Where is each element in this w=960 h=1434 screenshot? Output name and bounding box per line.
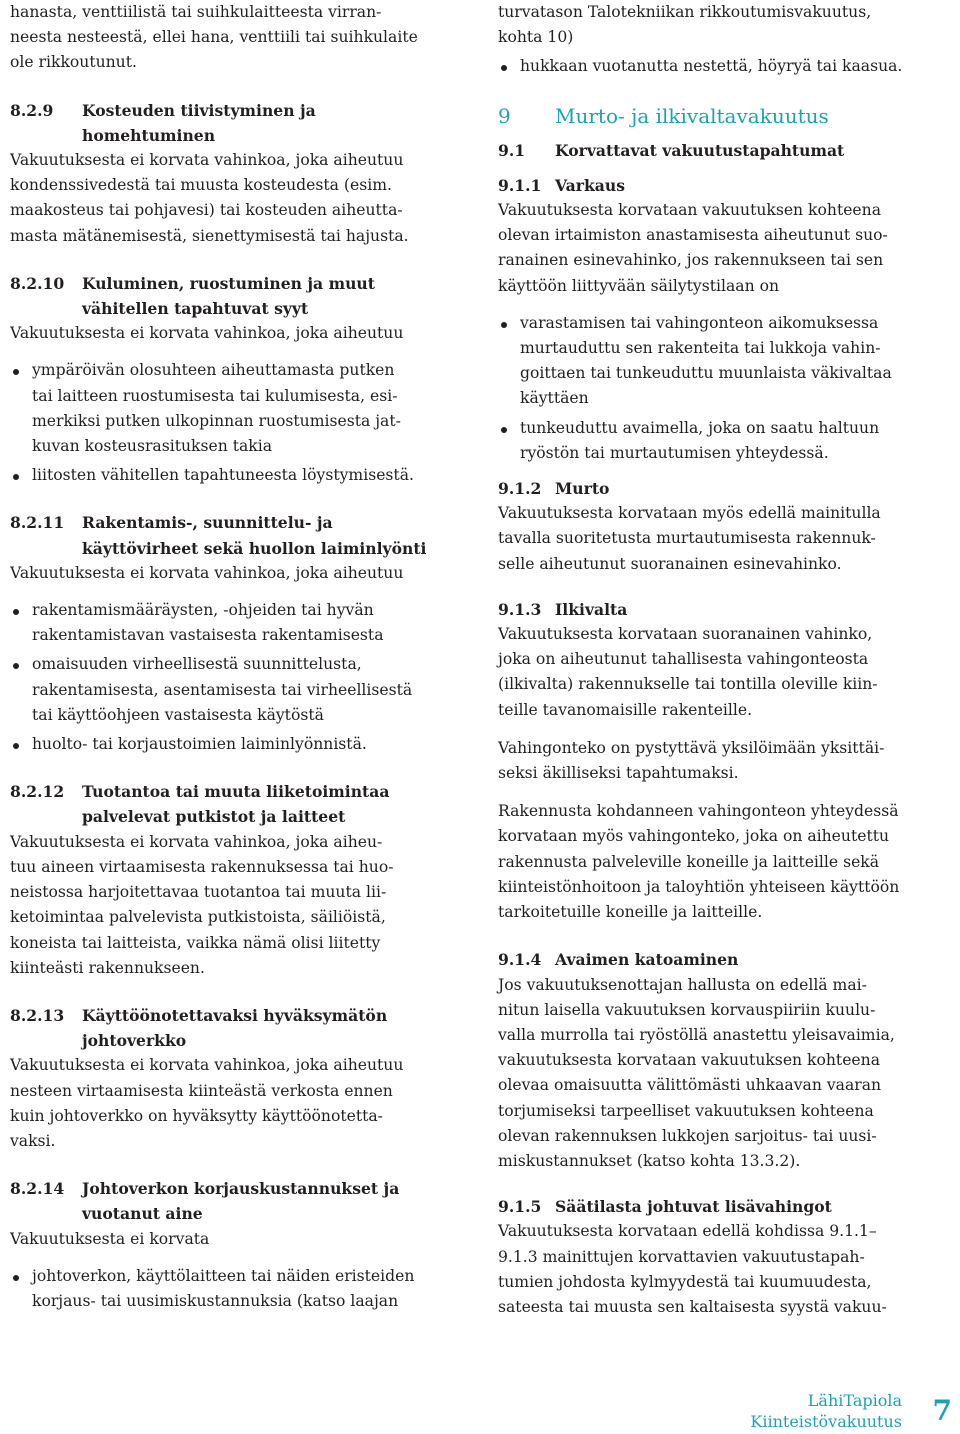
section-number: 8.2.9 <box>10 100 54 120</box>
page-number: 7 <box>932 1394 952 1427</box>
intro-paragraph: turvatason Talotekniikan rikkoutumisvakuutus, kohta 10) <box>498 3 872 47</box>
intro-paragraph: hanasta, venttiilistä tai suihkulaitteesta virran- neesta nesteestä, ellei hana, venttiili tai suihkulaite ole rikkoutunut. <box>10 3 418 72</box>
section-title: Ilkivalta <box>555 599 628 619</box>
bullet-list <box>10 598 465 757</box>
section-body: Vakuutuksesta korvataan myös edellä mainitulla tavalla suoritetusta murtautumisesta rakennuk- selle aiheutunut suoranainen esinevahinko. <box>498 504 881 573</box>
chapter-title: Murto- ja ilkivaltavakuutus <box>555 103 829 128</box>
section-body: Vakuutuksesta korvataan edellä kohdissa 9.1.1– 9.1.3 mainittujen korvattavien vakuutustapah- tumien johdosta kylmyydestä tai kuumuudesta, sateesta tai muusta sen kaltaisesta syystä vakuu- <box>498 1222 887 1316</box>
section-9-1-4 <box>498 947 956 1174</box>
list-item: liitosten vähitellen tapahtuneesta löystymisestä. <box>10 463 465 488</box>
section-body-3: Rakennusta kohdanneen vahingonteon yhteydessä korvataan myös vahingonteko, joka on aiheutettu rakennusta palveleville koneille ja laitteille sekä kiinteistönhoitoon ja taloyhtiön yhteiseen käyttöön tarkoitetuille koneille ja laitteille. <box>498 802 900 922</box>
section-9-1-2 <box>498 476 956 577</box>
footer-brand: LähiTapiola Kiinteistövakuutus <box>750 1391 902 1431</box>
section-8-2-12 <box>10 779 465 981</box>
section-heading <box>498 597 956 622</box>
section-title: Johtoverkon korjauskustannukset ja vuotanut aine <box>82 1179 400 1224</box>
section-body: Vakuutuksesta korvataan vakuutuksen kohteena olevan irtaimiston anastamisesta aiheutunut suo- ranainen esinevahinko, jos rakennukseen tai sen käyttöön liittyvään säilytystilaan on <box>498 201 888 295</box>
list-item: hukkaan vuotanutta nestettä, höyryä tai kaasua. <box>498 54 956 79</box>
list-item: tunkeuduttu avaimella, joka on saatu haltuun ryöstön tai murtautumisen yhteydessä. <box>498 416 956 466</box>
section-body-2: Vahingonteko on pystyttävä yksilöimään yksittäi- seksi äkilliseksi tapahtumaksi. <box>498 738 885 783</box>
section-number: 9.1 <box>498 140 526 160</box>
section-number: 8.2.14 <box>10 1179 65 1199</box>
right-column <box>498 0 956 1320</box>
section-heading <box>498 173 956 198</box>
section-heading <box>10 1003 465 1053</box>
section-number: 8.2.12 <box>10 782 65 802</box>
list-item: varastamisen tai vahingonteon aikomuksessa murtauduttu sen rakenteita tai lukkoja vahin- goittaen tai tunkeuduttu muunlaista väkivaltaa käyttäen <box>498 311 956 412</box>
chapter-number: 9 <box>498 103 511 128</box>
section-number: 9.1.4 <box>498 950 542 970</box>
section-title: Murto <box>555 479 610 499</box>
section-8-2-10 <box>10 271 465 489</box>
left-column <box>10 0 465 1314</box>
section-8-2-11 <box>10 510 465 757</box>
section-title: Korvattavat vakuutustapahtumat <box>555 140 845 160</box>
section-body: Vakuutuksesta ei korvata vahinkoa, joka aiheutuu nesteen virtaamisesta kiinteästä verkosta ennen kuin johtoverkko on hyväksytty käyttöönotetta- vaksi. <box>10 1056 404 1150</box>
section-8-2-9 <box>10 98 465 249</box>
list-item: johtoverkon, käyttölaitteen tai näiden eristeiden korjaus- tai uusimiskustannuksia (katso laajan <box>10 1264 465 1314</box>
section-8-2-13 <box>10 1003 465 1154</box>
section-title: Kuluminen, ruostuminen ja muut vähitellen tapahtuvat syyt <box>82 273 375 319</box>
bullet-list <box>10 358 465 488</box>
section-number: 8.2.13 <box>10 1005 65 1025</box>
bullet-list <box>498 54 956 79</box>
section-body: Vakuutuksesta ei korvata <box>10 1229 210 1248</box>
section-9-1-1 <box>498 173 956 466</box>
section-title: Avaimen katoaminen <box>555 950 739 970</box>
page-footer <box>740 1390 956 1430</box>
section-heading <box>10 1176 465 1226</box>
section-number: 9.1.2 <box>498 479 542 499</box>
section-title: Käyttöönotettavaksi hyväksymätön johtoverkko <box>82 1005 388 1051</box>
bullet-list <box>10 1264 465 1314</box>
section-body: Vakuutuksesta ei korvata vahinkoa, joka aiheu- tuu aineen virtaamisesta rakennuksessa tai huo- neistossa harjoitettavaa tuotantoa tai muuta lii- ketoimintaa palvelevista putkistoista, säiliöistä, koneista tai laitteista, vaikka nämä olisi liitetty kiinteästi rakennukseen. <box>10 832 394 977</box>
section-body: Vakuutuksesta korvataan suoranainen vahinko, joka on aiheutunut tahallisesta vahingonteosta (ilkivalta) rakennukselle tai tontilla oleville kiin- teille tavanomaisille rakenteille. <box>498 625 878 719</box>
list-item: huolto- tai korjaustoimien laiminlyönnistä. <box>10 732 465 757</box>
section-number: 9.1.3 <box>498 599 542 619</box>
section-8-2-14 <box>10 1176 465 1314</box>
section-title: Rakentamis-, suunnittelu- ja käyttövirheet sekä huollon laiminlyönti <box>82 513 427 558</box>
section-number: 8.2.10 <box>10 273 65 293</box>
section-9-1-3 <box>498 597 956 925</box>
section-9-1-5 <box>498 1194 956 1320</box>
section-title: Tuotantoa tai muuta liiketoimintaa palvelevat putkistot ja laitteet <box>82 782 390 827</box>
section-title: Kosteuden tiivistyminen ja homehtuminen <box>82 100 316 145</box>
subsection-heading <box>498 138 956 163</box>
section-heading <box>10 98 465 148</box>
list-item: omaisuuden virheellisestä suunnittelusta, rakentamisesta, asentamisesta tai virheellisestä tai käyttöohjeen vastaisesta käytöstä <box>10 652 465 728</box>
list-item: ympäröivän olosuhteen aiheuttamasta putken tai laitteen ruostumisesta tai kulumisesta, esi- merkiksi putken ulkopinnan ruostumisesta jat- kuvan kosteusrasituksen takia <box>10 358 465 459</box>
section-body: Jos vakuutuksenottajan hallusta on edellä mai- nitun laisella vakuutuksen korvauspiiriin kuulu- valla murrolla tai ryöstöllä anastettu yleisavaimia, vakuutuksesta korvataan vakuutuksen kohteena olevaa omaisuutta välittömästi uhkaavan vaaran torjumiseksi tarpeelliset vakuutuksen kohteena olevan rakennuksen lukkojen sarjoitus- tai uusi- miskustannukset (katso kohta 13.3.2). <box>498 975 895 1170</box>
bullet-list <box>498 311 956 466</box>
section-title: Varkaus <box>555 175 626 195</box>
list-item: rakentamismääräysten, -ohjeiden tai hyvän rakentamistavan vastaisesta rakentamisesta <box>10 598 465 648</box>
section-number: 9.1.1 <box>498 175 542 195</box>
section-title: Säätilasta johtuvat lisävahingot <box>555 1197 832 1217</box>
section-heading <box>498 476 956 501</box>
section-body: Vakuutuksesta ei korvata vahinkoa, joka aiheutuu <box>10 563 404 582</box>
section-body: Vakuutuksesta ei korvata vahinkoa, joka aiheutuu <box>10 324 404 343</box>
section-body: Vakuutuksesta ei korvata vahinkoa, joka aiheutuu kondenssivedestä tai muusta kosteudesta (esim. maakosteus tai pohjavesi) tai kosteuden aiheutta- masta mätänemisestä, sienettymisestä tai hajusta. <box>10 151 409 245</box>
section-heading <box>10 271 465 321</box>
section-heading <box>498 1194 956 1219</box>
section-heading <box>10 779 465 829</box>
section-number: 8.2.11 <box>10 513 65 533</box>
section-number: 9.1.5 <box>498 1197 542 1217</box>
chapter-heading <box>498 102 956 130</box>
section-heading <box>10 510 465 560</box>
section-heading <box>498 947 956 972</box>
